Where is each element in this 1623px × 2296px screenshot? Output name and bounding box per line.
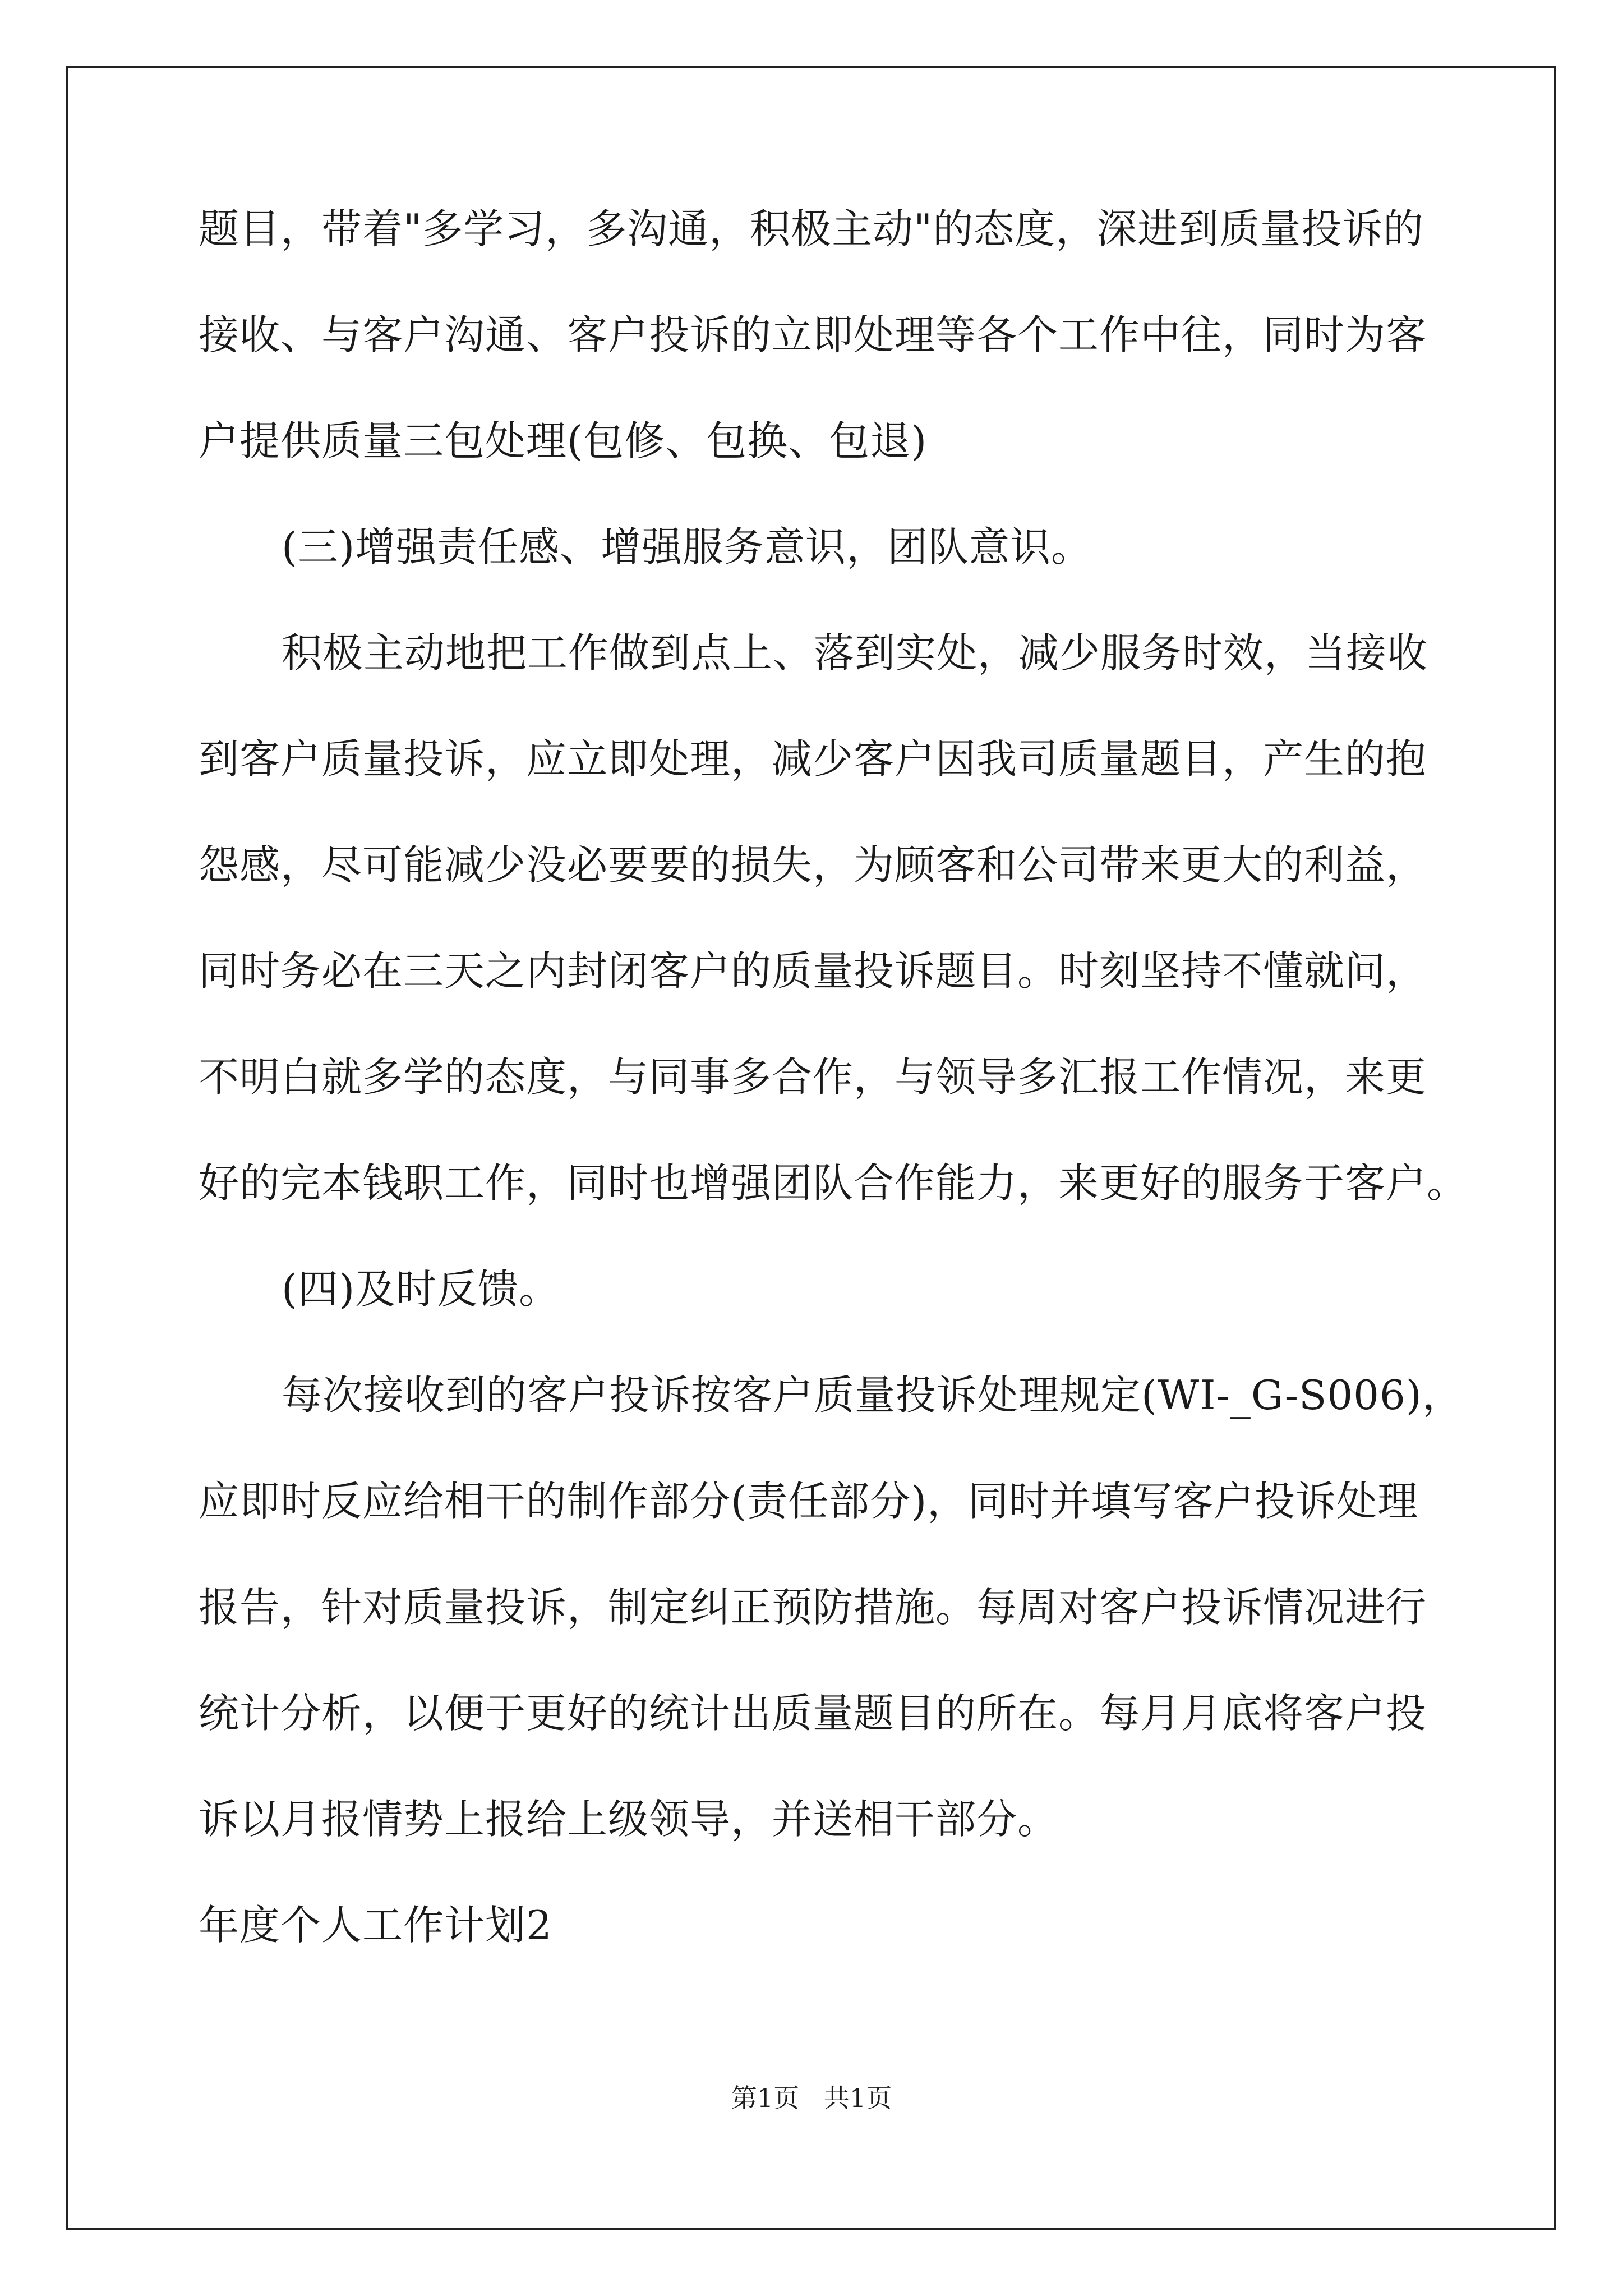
page-number-footer: 第1页 共1页	[731, 2083, 892, 2113]
body-line: 同时务必在三天之内封闭客户的质量投诉题目。时刻坚持不懂就问，	[199, 947, 1427, 995]
body-line: 户提供质量三包处理(包修、包换、包退)	[199, 417, 928, 464]
section-heading-3: (三)增强责任感、增强服务意识，团队意识。	[282, 523, 1092, 570]
body-line: 不明白就多学的态度，与同事多合作，与领导多汇报工作情况，来更	[199, 1053, 1427, 1101]
body-line: 到客户质量投诉，应立即处理，减少客户因我司质量题目，产生的抱	[199, 735, 1427, 783]
body-line: 报告，针对质量投诉，制定纠正预防措施。每周对客户投诉情况进行	[199, 1584, 1427, 1631]
body-line: 诉以月报情势上报给上级领导，并送相干部分。	[199, 1796, 1059, 1843]
body-line: 接收、与客户沟通、客户投诉的立即处理等各个工作中往，同时为客	[199, 311, 1427, 358]
body-line: 好的完本钱职工作，同时也增强团队合作能力，来更好的服务于客户。	[199, 1159, 1468, 1207]
body-line: 积极主动地把工作做到点上、落到实处，减少服务时效，当接收	[282, 629, 1428, 677]
section-heading-4: (四)及时反馈。	[282, 1266, 560, 1313]
document-subtitle: 年度个人工作计划2	[199, 1902, 552, 1949]
body-line: 每次接收到的客户投诉按客户质量投诉处理规定(WI-_G-S006)，	[282, 1372, 1463, 1419]
body-line: 统计分析，以便于更好的统计出质量题目的所在。每月月底将客户投	[199, 1690, 1427, 1737]
body-line: 应即时反应给相干的制作部分(责任部分)，同时并填写客户投诉处理	[199, 1478, 1419, 1525]
body-line: 题目，带着"多学习，多沟通，积极主动"的态度，深进到质量投诉的	[199, 205, 1424, 252]
document-body	[199, 205, 1468, 2011]
body-line: 怨感，尽可能减少没必要要的损失，为顾客和公司带来更大的利益，	[199, 841, 1427, 889]
